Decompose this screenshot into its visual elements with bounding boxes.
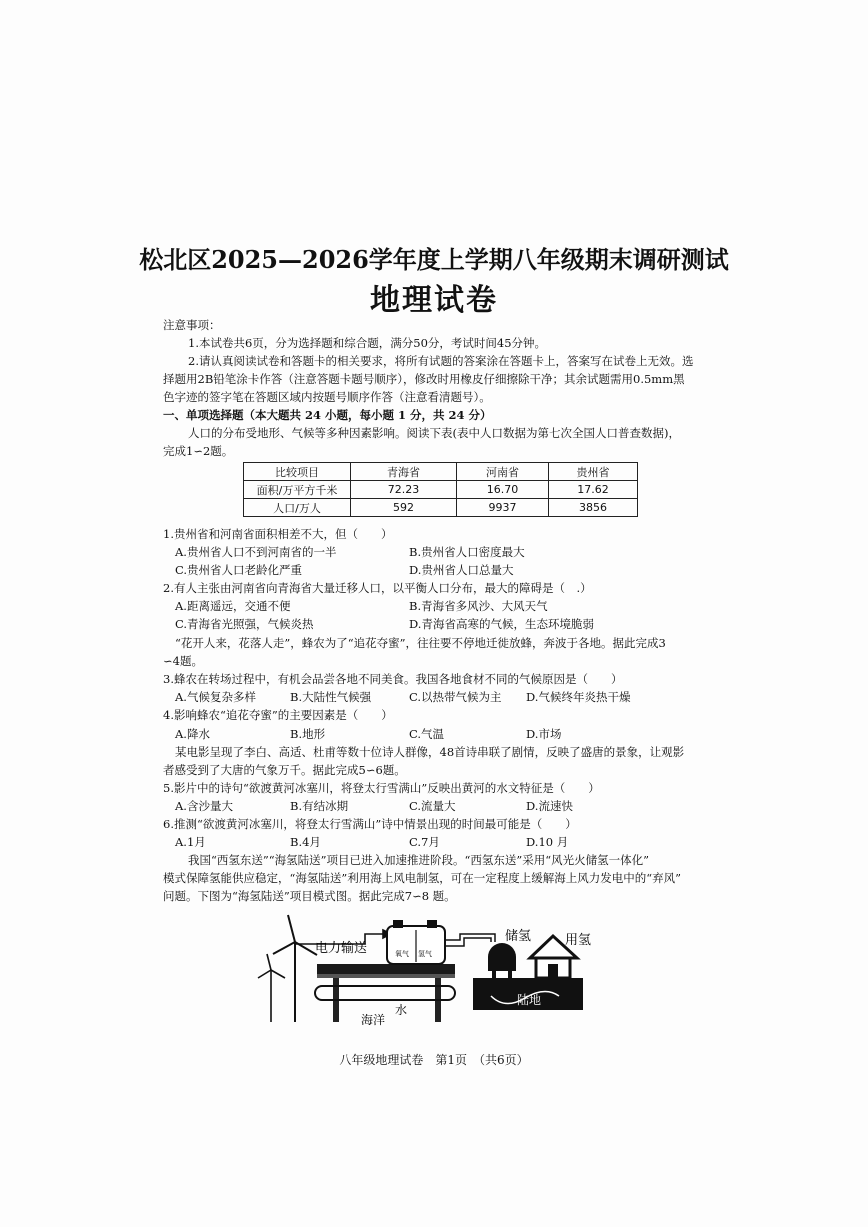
question-2-option-a: A.距离遥远，交通不便 [175,599,291,613]
question-1-option-c: C.贵州省人口老龄化严重 [175,563,303,577]
question-5-stem: 5.影片中的诗句“欲渡黄河冰塞川，将登太行雪满山”反映出黄河的水文特征是（ ） [163,781,600,795]
notice-item-2-line-3: 色字迹的签字笔在答题区域内按题号顺序作答（注意看清题号）。 [163,390,491,404]
question-6-option-c: C.7月 [409,835,440,849]
question-6-option-b: B.4月 [290,835,321,849]
question-3-option-d: D.气候终年炎热干燥 [526,690,631,704]
table-header-cell: 贵州省 [549,463,638,481]
power-transmission-label: 电力输送 [315,941,368,956]
page-footer: 八年级地理试卷 第1页 （共6页） [339,1053,529,1067]
question-2-option-b: B.青海省多风沙、大风天气 [409,599,548,613]
table-cell: 人口/万人 [244,499,351,517]
question-5-option-c: C.流量大 [409,799,456,813]
question-1-option-b: B.贵州省人口密度最大 [409,545,525,559]
section-1-heading: 一、单项选择题（本大题共 24 小题，每小题 1 分，共 24 分） [163,408,492,422]
hydrogen-project-diagram [255,912,595,1027]
question-5-option-a: A.含沙量大 [175,799,233,813]
hydrogen-storage-label: 储氢 [505,929,532,944]
hydrogen-storage-tank-icon [488,943,516,979]
question-5-option-d: D.流速快 [526,799,573,813]
section-1-intro-line-1: 人口的分布受地形、气候等多种因素影响。阅读下表(表中人口数据为第七次全国人口普查数据)， [188,426,680,440]
exam-title: 松北区2025—2026学年度上学期八年级期末调研测试 [139,245,729,274]
hydrogen-pipe [445,934,495,946]
notice-heading: 注意事项： [163,318,221,332]
table-header-row [244,463,638,481]
passage-film-line-2: 者感受到了大唐的气象万千。据此完成5∽6题。 [163,763,406,777]
question-2-option-c: C.青海省光照强，气候炎热 [175,617,314,631]
question-4-option-b: B.地形 [290,727,326,741]
question-1-option-a: A.贵州省人口不到河南省的一半 [175,545,337,559]
section-1-intro-line-2: 完成1∽2题。 [163,444,234,458]
question-2-option-d: D.青海省高寒的气候，生态环境脆弱 [409,617,594,631]
table-cell: 面积/万平方千米 [244,481,351,499]
question-4-option-d: D.市场 [526,727,562,741]
passage-hydrogen-line-3: 问题。下图为“海氢陆送”项目模式图。据此完成7∽8 题。 [163,889,456,903]
table-header-cell: 比较项目 [244,463,351,481]
passage-hydrogen-line-2: 模式保障氢能供应稳定，“海氢陆送”利用海上风电制氢，可在一定程度上缓解海上风力发电中的“弃风” [163,871,682,885]
passage-bees-line-1: “花开人来，花落人走”，蜂农为了“追花夺蜜”，往往要不停地迁徙放蜂，奔波于各地。据此完成3 [175,636,666,650]
water-label: 水 [395,1003,408,1017]
notice-item-2-line-1: 2.请认真阅读试卷和答题卡的相关要求，将所有试题的答案涂在答题卡上，答案写在试卷上无效。选 [188,354,694,368]
table-row [244,481,638,499]
land-label: 陆地 [517,993,542,1007]
question-4-option-a: A.降水 [175,727,210,741]
notice-item-2-line-2: 择题用2B铅笔涂卡作答（注意答题卡题号顺序），修改时用橡皮仔细擦除干净；其余试题需用0.5mm黑 [163,372,685,386]
passage-film-line-1: 某电影呈现了李白、高适、杜甫等数十位诗人群像，48首诗串联了剧情，反映了盛唐的景象，让观影 [175,745,685,759]
question-3-option-b: B.大陆性气候强 [290,690,372,704]
table-cell: 72.23 [351,481,457,499]
exam-subtitle: 地理试卷 [370,283,498,318]
province-comparison-table [243,462,638,517]
question-2-stem: 2.有人主张由河南省向青海省大量迁移人口，以平衡人口分布，最大的障碍是（ .） [163,581,592,595]
table-cell: 592 [351,499,457,517]
passage-bees-line-2: ∽4题。 [163,654,203,668]
oxygen-label: 氧气 [395,950,409,958]
question-4-option-c: C.气温 [409,727,445,741]
question-1-stem: 1.贵州省和河南省面积相差不大，但（ ） [163,527,393,541]
question-6-stem: 6.推测“欲渡黄河冰塞川，将登太行雪满山”诗中情景出现的时间最可能是（ ） [163,817,577,831]
table-row [244,499,638,517]
table-cell: 16.70 [457,481,549,499]
passage-hydrogen-line-1: 我国“西氢东送”“海氢陆送”项目已进入加速推进阶段。“西氢东送”采用“风光火储氢一体化” [188,853,650,867]
question-5-option-b: B.有结冰期 [290,799,349,813]
hydrogen-label: 氢气 [418,950,432,958]
question-1-option-d: D.贵州省人口总量大 [409,563,514,577]
table-cell: 3856 [549,499,638,517]
wind-turbine-icon [258,954,285,1022]
wind-turbine-icon [273,915,317,1022]
notice-item-1: 1.本试卷共6页，分为选择题和综合题，满分50分，考试时间45分钟。 [188,336,547,350]
question-3-option-a: A.气候复杂多样 [175,690,256,704]
question-3-option-c: C.以热带气候为主 [409,690,502,704]
question-3-stem: 3.蜂农在转场过程中，有机会品尝各地不同美食。我国各地食材不同的气候原因是（ ） [163,672,623,686]
question-6-option-d: D.10 月 [526,835,569,849]
table-cell: 17.62 [549,481,638,499]
table-cell: 9937 [457,499,549,517]
hydrogen-use-label: 用氢 [565,933,592,948]
question-4-stem: 4.影响蜂农“追花夺蜜”的主要因素是（ ） [163,708,393,722]
question-6-option-a: A.1月 [175,835,206,849]
table-header-cell: 河南省 [457,463,549,481]
table-header-cell: 青海省 [351,463,457,481]
ocean-label: 海洋 [361,1013,386,1027]
